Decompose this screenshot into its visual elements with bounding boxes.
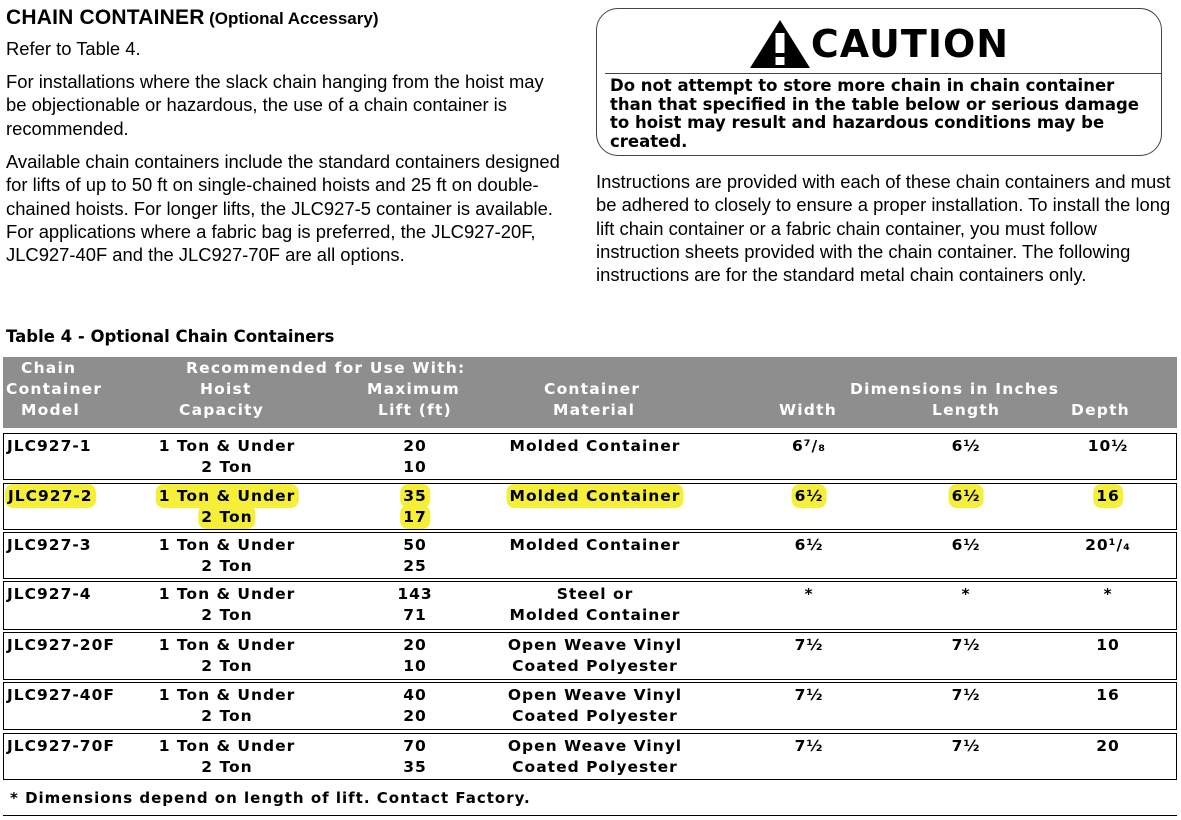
cell-capacity: 1 Ton & Under bbox=[158, 585, 296, 603]
header-depth: Depth bbox=[1071, 401, 1130, 419]
cell-capacity: 1 Ton & Under bbox=[158, 737, 296, 755]
header-material-line1: Container bbox=[544, 380, 641, 398]
header-lift-line2: Lift (ft) bbox=[378, 401, 452, 419]
cell-model: JLC927-3 bbox=[7, 536, 92, 554]
cell-capacity: 2 Ton bbox=[201, 458, 253, 476]
cell-width: 7½ bbox=[794, 686, 824, 704]
table-footnote: * Dimensions depend on length of lift. Contact Factory. bbox=[10, 789, 531, 807]
paragraph-refer: Refer to Table 4. bbox=[6, 38, 141, 59]
cell-length: 7½ bbox=[951, 737, 981, 755]
cell-model: JLC927-70F bbox=[7, 737, 115, 755]
caution-divider bbox=[605, 73, 1161, 74]
cell-length: 7½ bbox=[951, 686, 981, 704]
table-row bbox=[3, 682, 1177, 730]
cell-capacity: 1 Ton & Under bbox=[158, 636, 296, 654]
cell-max-lift: 17 bbox=[403, 508, 427, 526]
table-row bbox=[3, 483, 1177, 530]
cell-material: Coated Polyester bbox=[512, 707, 678, 725]
paragraph-installations: For installations where the slack chain hanging from the hoist may be objectionable or hazardous, the use of a chain container is recommended. bbox=[6, 71, 544, 139]
header-material-line2: Material bbox=[553, 401, 636, 419]
header-capacity-line1: Hoist bbox=[200, 380, 252, 398]
cell-capacity: 2 Ton bbox=[201, 758, 253, 776]
table-row bbox=[3, 581, 1177, 630]
cell-max-lift: 25 bbox=[403, 557, 427, 575]
cell-depth: 20 bbox=[1096, 737, 1120, 755]
cell-depth: 16 bbox=[1096, 487, 1120, 505]
cell-max-lift: 20 bbox=[403, 437, 427, 455]
cell-material: Molded Container bbox=[509, 487, 681, 505]
cell-depth: 20¹/₄ bbox=[1085, 536, 1131, 554]
caution-header bbox=[597, 15, 1161, 73]
cell-width: 6½ bbox=[794, 487, 824, 505]
header-model-line2: Container bbox=[6, 380, 103, 398]
cell-model: JLC927-20F bbox=[7, 636, 115, 654]
table-header bbox=[3, 357, 1177, 428]
cell-capacity: 1 Ton & Under bbox=[158, 686, 296, 704]
cell-max-lift: 143 bbox=[397, 585, 433, 603]
cell-material: Open Weave Vinyl bbox=[507, 686, 683, 704]
cell-width: 7½ bbox=[794, 737, 824, 755]
cell-length: 7½ bbox=[951, 636, 981, 654]
header-dimensions: Dimensions in Inches bbox=[850, 380, 1060, 398]
section-title bbox=[6, 6, 379, 30]
cell-capacity: 2 Ton bbox=[201, 657, 253, 675]
cell-width: 6⁷/₈ bbox=[791, 437, 827, 455]
cell-length: 6½ bbox=[951, 487, 981, 505]
bottom-divider bbox=[3, 815, 1177, 816]
cell-max-lift: 10 bbox=[403, 657, 427, 675]
cell-length: 6½ bbox=[951, 536, 981, 554]
header-model-line1: Chain bbox=[21, 359, 77, 377]
section-title-subtitle: (Optional Accessary) bbox=[209, 9, 379, 28]
cell-length: * bbox=[961, 585, 971, 603]
paragraph-instructions: Instructions are provided with each of these chain containers and must be adhered to closely to ensure a proper installation. To install the long lift chain container or a fabric chain container, you must follow instruction sheets provided with the chain container. The following instructions are for the standard metal chain containers only. bbox=[596, 171, 1171, 286]
cell-model: JLC927-2 bbox=[8, 487, 93, 505]
cell-max-lift: 50 bbox=[403, 536, 427, 554]
cell-depth: 10½ bbox=[1087, 437, 1129, 455]
header-lift-line1: Maximum bbox=[367, 380, 460, 398]
cell-max-lift: 35 bbox=[403, 758, 427, 776]
caution-message: Do not attempt to store more chain in chain container than that specified in the table below or serious damage to hoist may result and hazardous conditions may be created. bbox=[610, 76, 1139, 151]
cell-depth: 10 bbox=[1096, 636, 1120, 654]
cell-max-lift: 35 bbox=[403, 487, 427, 505]
cell-width: 7½ bbox=[794, 636, 824, 654]
cell-depth: 16 bbox=[1096, 686, 1120, 704]
cell-capacity: 2 Ton bbox=[201, 606, 253, 624]
cell-model: JLC927-4 bbox=[7, 585, 92, 603]
cell-capacity: 2 Ton bbox=[201, 557, 253, 575]
paragraph-available-containers: Available chain containers include the standard containers designed for lifts of up to 50 ft on single-chained hoists and 25 ft on double-chained hoists. For longer lifts, the JLC927-5 container is available. For applications where a fabric bag is preferred, the JLC927-20F, JLC927-40F and the JLC927-70F are all options. bbox=[6, 151, 560, 266]
cell-model: JLC927-40F bbox=[7, 686, 115, 704]
cell-material: Coated Polyester bbox=[512, 758, 678, 776]
cell-max-lift: 40 bbox=[403, 686, 427, 704]
caution-heading: CAUTION bbox=[810, 22, 1010, 66]
table-row bbox=[3, 632, 1177, 680]
header-capacity-line2: Capacity bbox=[179, 401, 265, 419]
cell-model: JLC927-1 bbox=[7, 437, 92, 455]
cell-length: 6½ bbox=[951, 437, 981, 455]
cell-material: Coated Polyester bbox=[512, 657, 678, 675]
cell-capacity: 2 Ton bbox=[201, 707, 253, 725]
header-model-line3: Model bbox=[21, 401, 80, 419]
cell-capacity: 1 Ton & Under bbox=[158, 437, 296, 455]
cell-material: Molded Container bbox=[509, 437, 681, 455]
cell-capacity: 2 Ton bbox=[201, 508, 253, 526]
cell-material: Molded Container bbox=[509, 536, 681, 554]
table-row bbox=[3, 733, 1177, 780]
cell-max-lift: 71 bbox=[403, 606, 427, 624]
section-title-main: CHAIN CONTAINER bbox=[6, 6, 205, 29]
cell-max-lift: 70 bbox=[403, 737, 427, 755]
cell-material: Open Weave Vinyl bbox=[507, 636, 683, 654]
warning-triangle-icon bbox=[749, 19, 811, 69]
cell-capacity: 1 Ton & Under bbox=[158, 487, 296, 505]
cell-width: 6½ bbox=[794, 536, 824, 554]
table-caption: Table 4 - Optional Chain Containers bbox=[6, 327, 335, 346]
cell-capacity: 1 Ton & Under bbox=[158, 536, 296, 554]
table-row bbox=[3, 433, 1177, 480]
cell-material: Molded Container bbox=[509, 606, 681, 624]
cell-max-lift: 20 bbox=[403, 636, 427, 654]
cell-depth: * bbox=[1103, 585, 1113, 603]
cell-material: Steel or bbox=[556, 585, 634, 603]
cell-material: Open Weave Vinyl bbox=[507, 737, 683, 755]
cell-max-lift: 20 bbox=[403, 707, 427, 725]
cell-width: * bbox=[804, 585, 814, 603]
header-recommended: Recommended for Use With: bbox=[186, 359, 466, 377]
header-width: Width bbox=[779, 401, 837, 419]
table-row bbox=[3, 532, 1177, 579]
caution-box bbox=[596, 8, 1162, 156]
cell-max-lift: 10 bbox=[403, 458, 427, 476]
header-length: Length bbox=[932, 401, 1001, 419]
